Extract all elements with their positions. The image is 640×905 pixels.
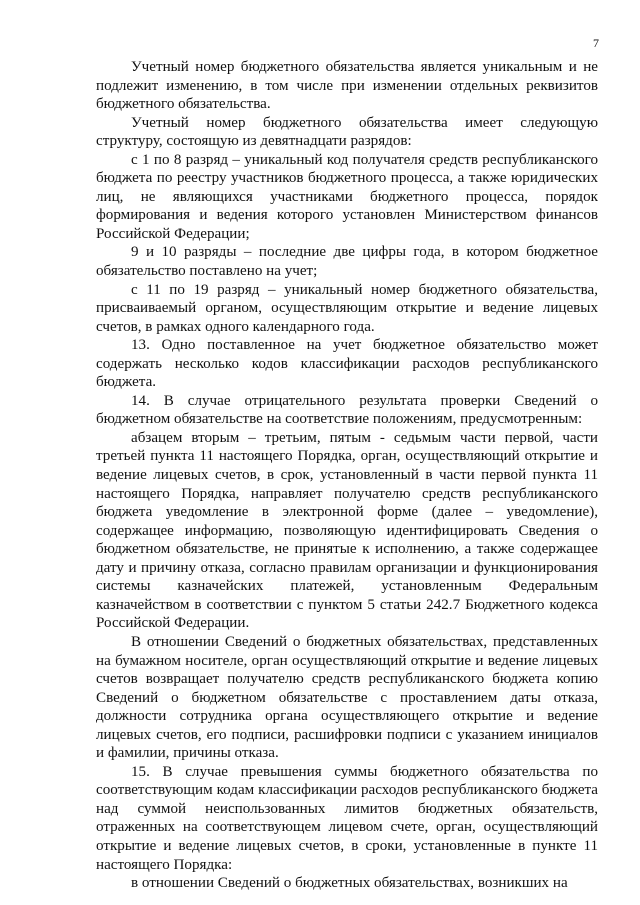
paragraph-item-14-notification: абзацем вторым – третьим, пятым - седьмым части первой, части третьей пункта 11 настоящего Порядка, орган, осуществляющий открытие и ведение лицевых счетов, в срок, установленный в части первой пункта 11 настоящего Порядка, направляет получателю средств республиканского бюджета уведомление в электронной форме (далее – уведомление), содержащее информацию, позволяющую идентифицировать Сведения о бюджетном обязательстве, не принятые к исполнению, а также содержащее дату и причину отказа, согласно правилам организации и функционирования системы казначейских платежей, установленным Федеральным казначейством в соответствии с пунктом 5 статьи 242.7 Бюджетного кодекса Российской Федерации. (96, 429, 598, 632)
paragraph-digits-1-8: с 1 по 8 разряд – уникальный код получателя средств республиканского бюджета по реестру участников бюджетного процесса, а также юридических лиц, не являющихся участниками бюджетного процесса, порядок формирования и ведения которого установлен Министерством финансов Российской Федерации; (96, 151, 598, 242)
page-number: 7 (593, 36, 599, 50)
paragraph-item-14: 14. В случае отрицательного результата проверки Сведений о бюджетном обязательстве на соответствие положениям, предусмотренным: (96, 392, 598, 428)
paragraph-item-15: 15. В случае превышения суммы бюджетного обязательства по соответствующим кодам классификации расходов республиканского бюджета над суммой неиспользованных лимитов бюджетных обязательств, отраженных на соответствующем лицевом счете, орган, осуществляющий открытие и ведение лицевых счетов, в сроки, установленные в пункте 11 настоящего Порядка: (96, 763, 598, 873)
document-body (96, 58, 598, 893)
paragraph-digits-11-19: с 11 по 19 разряд – уникальный номер бюджетного обязательства, присваиваемый органом, осуществляющим открытие и ведение лицевых счетов, в рамках одного календарного года. (96, 281, 598, 335)
paragraph-item-14-paper: В отношении Сведений о бюджетных обязательствах, представленных на бумажном носителе, орган осуществляющий открытие и ведение лицевых счетов возвращает получателю средств республиканского бюджета копию Сведений о бюджетном обязательстве с проставлением даты отказа, должности сотрудника органа осуществляющего открытие и ведение лицевых счетов, его подписи, расшифровки подписи с указанием инициалов и фамилии, причины отказа. (96, 633, 598, 762)
paragraph-item-13: 13. Одно поставленное на учет бюджетное обязательство может содержать несколько кодов классификации расходов республиканского бюджета. (96, 337, 598, 391)
paragraph-digits-9-10: 9 и 10 разряды – последние две цифры года, в котором бюджетное обязательство поставлено на учет; (96, 244, 598, 280)
paragraph-account-number-unique: Учетный номер бюджетного обязательства является уникальным и не подлежит изменению, в том числе при изменении отдельных реквизитов бюджетного обязательства. (96, 59, 598, 113)
paragraph-item-15-continued: в отношении Сведений о бюджетных обязательствах, возникших на (131, 875, 568, 892)
paragraph-account-number-structure: Учетный номер бюджетного обязательства имеет следующую структуру, состоящую из девятнадцати разрядов: (96, 114, 598, 150)
